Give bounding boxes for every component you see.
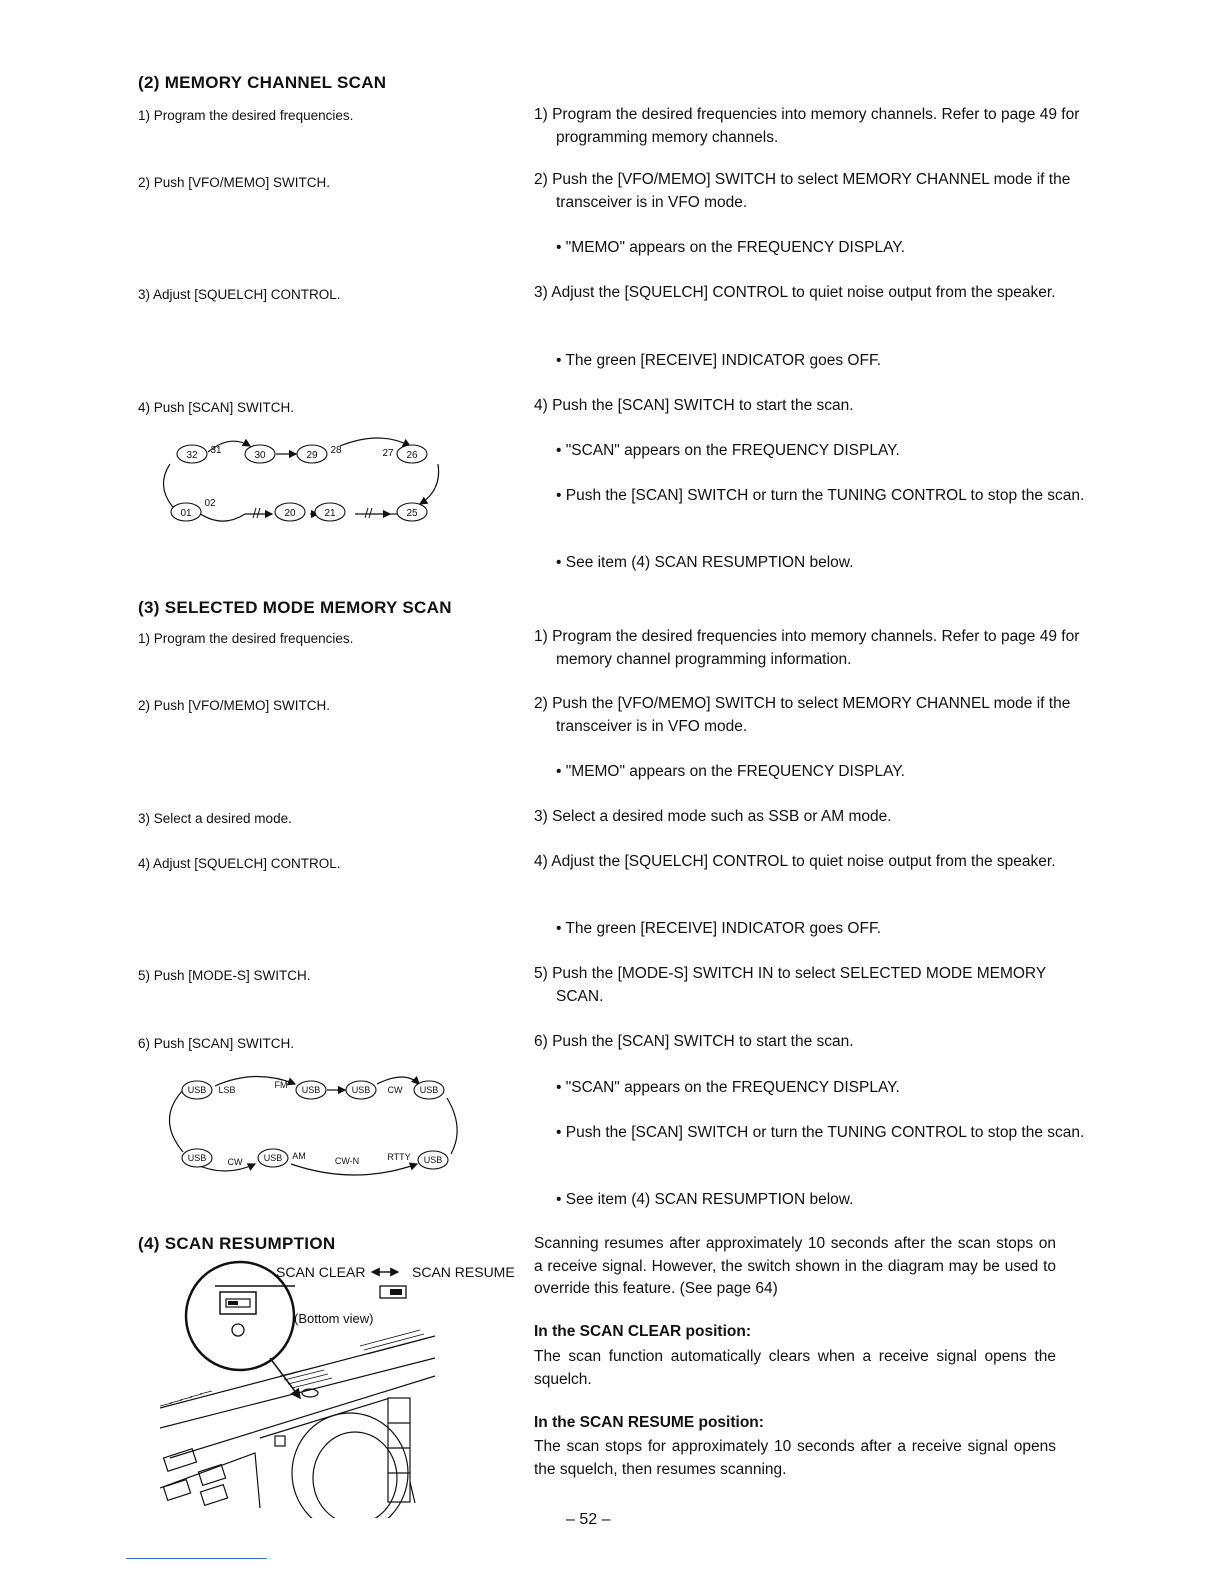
left-step: 2) Push [VFO/MEMO] SWITCH. xyxy=(138,175,331,190)
mode-label: AM xyxy=(292,1151,306,1161)
bullet-note: • The green [RECEIVE] INDICATOR goes OFF. xyxy=(556,352,882,369)
channel-number: 32 xyxy=(186,450,198,461)
scan-resume-text: The scan stops for approximately 10 seconds after a receive signal opens the squelch, then resumes scanning. xyxy=(534,1438,1056,1478)
bullet-note: • See item (4) SCAN RESUMPTION below. xyxy=(556,1191,854,1208)
mode-name: USB xyxy=(263,1153,283,1163)
scan-clear-text: The scan function automatically clears when a receive signal opens the squelch. xyxy=(534,1348,1056,1388)
channel-number: 29 xyxy=(306,450,318,461)
mode-label: CW xyxy=(387,1085,403,1095)
left-step: 4) Push [SCAN] SWITCH. xyxy=(138,400,295,415)
section-heading-scan-resumption: (4) SCAN RESUMPTION xyxy=(138,1234,336,1253)
channel-number: 25 xyxy=(406,508,418,519)
right-step: 6) Push the [SCAN] SWITCH to start the scan. xyxy=(534,1033,854,1050)
footer-rule xyxy=(126,1558,267,1559)
right-step: 4) Push the [SCAN] SWITCH to start the scan. xyxy=(534,397,854,414)
right-step: 1) Program the desired frequencies into memory channels. Refer to page 49 for programming memory channels. xyxy=(534,106,1080,146)
mode-label: LSB xyxy=(218,1085,236,1095)
left-step: 5) Push [MODE-S] SWITCH. xyxy=(138,968,311,983)
mode-label: FM xyxy=(274,1080,288,1090)
mode-label: CW-N xyxy=(334,1156,360,1166)
channel-number: 20 xyxy=(284,508,296,519)
right-step: 2) Push the [VFO/MEMO] SWITCH to select MEMORY CHANNEL mode if the transceiver is in VFO mode. xyxy=(534,171,1071,211)
right-step: 4) Adjust the [SQUELCH] CONTROL to quiet noise output from the speaker. xyxy=(534,853,1056,870)
scan-clear-title: In the SCAN CLEAR position: xyxy=(534,1323,751,1340)
section-heading-selected-mode-memory-scan: (3) SELECTED MODE MEMORY SCAN xyxy=(138,598,452,617)
channel-label: 28 xyxy=(330,445,342,456)
channel-label: 31 xyxy=(210,445,222,456)
left-step: 6) Push [SCAN] SWITCH. xyxy=(138,1036,295,1051)
bullet-note: • Push the [SCAN] SWITCH or turn the TUNING CONTROL to stop the scan. xyxy=(556,1124,1085,1141)
scan-resume-title: In the SCAN RESUME position: xyxy=(534,1414,764,1431)
scan-switch-figure xyxy=(160,1258,530,1518)
right-step: 2) Push the [VFO/MEMO] SWITCH to select MEMORY CHANNEL mode if the transceiver is in VFO mode. xyxy=(534,695,1071,735)
left-step: 1) Program the desired frequencies. xyxy=(138,631,354,646)
right-step: 3) Select a desired mode such as SSB or AM mode. xyxy=(534,808,892,825)
section-heading-memory-channel-scan: (2) MEMORY CHANNEL SCAN xyxy=(138,73,387,92)
channel-label: 02 xyxy=(204,498,216,509)
right-step: 5) Push the [MODE-S] SWITCH IN to select SELECTED MODE MEMORY SCAN. xyxy=(534,965,1046,1005)
left-step: 3) Adjust [SQUELCH] CONTROL. xyxy=(138,287,341,302)
scan-clear-label: SCAN CLEAR xyxy=(276,1264,366,1280)
bottom-view-label: (Bottom view) xyxy=(294,1311,374,1326)
mode-name: USB xyxy=(187,1153,207,1163)
mode-name: USB xyxy=(423,1155,443,1165)
mode-label: CW xyxy=(227,1157,243,1167)
channel-number: 21 xyxy=(324,508,336,519)
left-step: 1) Program the desired frequencies. xyxy=(138,108,354,123)
channel-number: 01 xyxy=(180,508,192,519)
left-step: 3) Select a desired mode. xyxy=(138,811,292,826)
mode-name: USB xyxy=(419,1085,439,1095)
bullet-note: • Push the [SCAN] SWITCH or turn the TUNING CONTROL to stop the scan. xyxy=(556,487,1085,504)
mode-name: USB xyxy=(301,1085,321,1095)
bullet-note: • The green [RECEIVE] INDICATOR goes OFF. xyxy=(556,920,882,937)
bullet-note: • "SCAN" appears on the FREQUENCY DISPLAY. xyxy=(556,442,900,459)
bullet-note: • "MEMO" appears on the FREQUENCY DISPLAY. xyxy=(556,239,905,256)
right-step: 3) Adjust the [SQUELCH] CONTROL to quiet noise output from the speaker. xyxy=(534,284,1056,301)
mode-name: USB xyxy=(187,1085,207,1095)
channel-number: 30 xyxy=(254,450,266,461)
mode-name: USB xyxy=(351,1085,371,1095)
left-step: 2) Push [VFO/MEMO] SWITCH. xyxy=(138,698,331,713)
channel-label: 27 xyxy=(382,448,394,459)
bullet-note: • "MEMO" appears on the FREQUENCY DISPLAY. xyxy=(556,763,905,780)
page-number: – 52 – xyxy=(566,1511,611,1528)
scan-resume-label: SCAN RESUME xyxy=(412,1264,515,1280)
selected-mode-scan-diagram xyxy=(155,1068,465,1178)
channel-number: 26 xyxy=(406,450,418,461)
bullet-note: • "SCAN" appears on the FREQUENCY DISPLAY. xyxy=(556,1079,900,1096)
right-step: 1) Program the desired frequencies into memory channels. Refer to page 49 for memory channel programming information. xyxy=(534,628,1080,668)
scan-resumption-intro: Scanning resumes after approximately 10 seconds after the scan stops on a receive signal. However, the switch shown in the diagram may be used to override this feature. (See page 64) xyxy=(534,1235,1056,1297)
left-step: 4) Adjust [SQUELCH] CONTROL. xyxy=(138,856,341,871)
mode-label: RTTY xyxy=(387,1152,411,1162)
memory-channel-scan-diagram xyxy=(150,430,450,530)
bullet-note: • See item (4) SCAN RESUMPTION below. xyxy=(556,554,854,571)
